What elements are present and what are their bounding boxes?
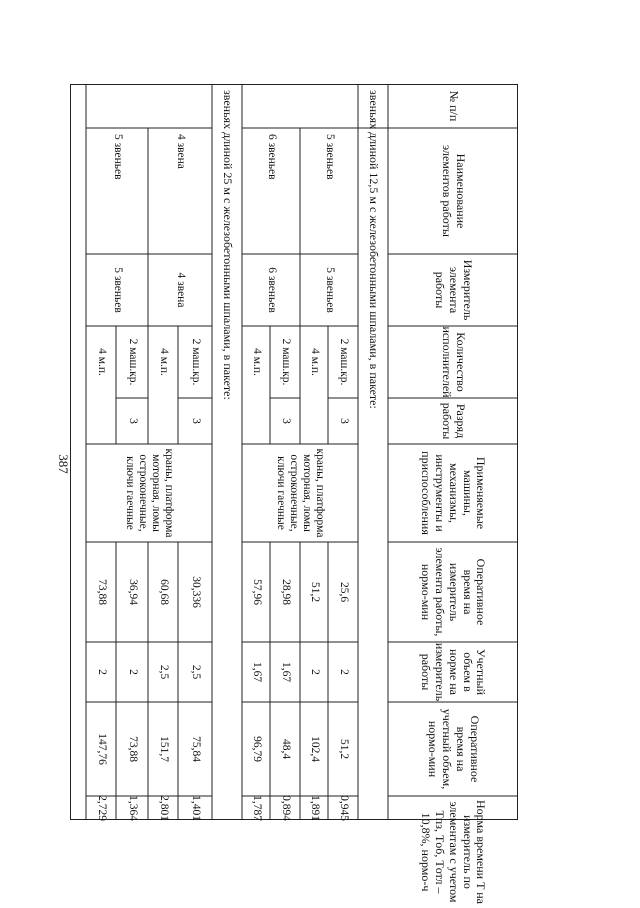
row-op-time: 60,68	[157, 579, 170, 605]
row-grade: 3	[126, 418, 139, 424]
row-name: 4 звена	[174, 134, 187, 169]
row-workers: 2 маш.кр.	[337, 338, 350, 386]
row-meter: 5 звеньев	[323, 267, 336, 313]
header-name: Наименование элементов работы	[440, 145, 468, 237]
row-norm: 1,401	[189, 795, 202, 821]
row-grade: 3	[279, 418, 292, 424]
row-norm: 2,729	[95, 795, 108, 821]
row-grade: 3	[337, 418, 350, 424]
header-num: № п/п	[446, 90, 461, 122]
row-volume: 2,5	[157, 664, 170, 680]
row-op-volume: 73,88	[126, 736, 139, 762]
section-title-25m: звеньях длиной 25 м с железобетонными шпалами, в пакете:	[220, 90, 235, 400]
row-machines: краны, платформа моторная, ломы остроконечные, ключи гаечные	[274, 448, 327, 538]
row-volume: 2	[126, 669, 139, 675]
header-workers: Количество исполнителей	[440, 326, 468, 398]
row-workers: 4 м.п.	[157, 348, 170, 376]
row-name: 6 звеньев	[265, 134, 278, 180]
row-norm: 1,364	[126, 795, 139, 821]
row-volume: 2,5	[189, 664, 202, 680]
row-workers: 2 маш.кр.	[126, 338, 139, 386]
page-number: 387	[55, 454, 71, 474]
row-volume: 1,67	[279, 661, 292, 683]
header-norm: Норма времени T на измеритель по элементам с учетом Tпз, Tоб, Tотл – 10,8%, нормо-ч	[419, 800, 489, 904]
row-op-volume: 51,2	[337, 738, 350, 760]
row-norm: 1,891	[308, 795, 321, 821]
row-op-volume: 147,76	[95, 733, 108, 765]
norm-table	[70, 84, 518, 904]
row-volume: 1,67	[250, 661, 263, 683]
row-op-volume: 151,7	[157, 736, 170, 762]
row-workers: 2 маш.кр.	[279, 338, 292, 386]
row-volume: 2	[337, 669, 350, 675]
row-norm: 0,945	[337, 795, 350, 821]
section-title-12-5m: звеньях длиной 12,5 м с железобетонными шпалами, в пакете:	[366, 90, 381, 409]
row-op-time: 30,336	[189, 576, 202, 608]
row-volume: 2	[95, 669, 108, 675]
row-workers: 2 маш.кр.	[189, 338, 202, 386]
row-op-time: 25,6	[337, 581, 350, 603]
row-op-time: 28,98	[279, 579, 292, 605]
row-meter: 6 звеньев	[265, 267, 278, 313]
row-op-time: 51,2	[308, 581, 321, 603]
row-op-time: 36,94	[126, 579, 139, 605]
header-machines: Применяемые машины, механизмы, инструменты и приспособления	[419, 451, 489, 535]
row-op-time: 57,96	[250, 579, 263, 605]
row-op-volume: 75,84	[189, 736, 202, 762]
row-volume: 2	[308, 669, 321, 675]
row-op-volume: 102,4	[308, 736, 321, 762]
row-op-time: 73,88	[95, 579, 108, 605]
header-grade: Разряд работы	[440, 402, 468, 440]
row-name: 5 звеньев	[323, 134, 336, 180]
row-meter: 5 звеньев	[111, 267, 124, 313]
row-meter: 4 звена	[174, 272, 187, 308]
header-op-time-meter: Оперативное время на измеритель элемента работы, нормо-мин	[419, 547, 489, 637]
row-norm: 1,787	[250, 795, 263, 821]
table-content	[70, 84, 518, 904]
row-op-volume: 96,79	[250, 736, 263, 762]
row-name: 5 звеньев	[111, 134, 124, 180]
row-workers: 4 м.п.	[308, 348, 321, 376]
header-op-time-volume: Оперативное время на учетный объем, нормо-мин	[426, 708, 482, 790]
row-norm: 2,801	[157, 795, 170, 821]
row-machines: краны, платформа моторная, ломы остроконечные, ключи гаечные	[123, 448, 176, 538]
row-norm: 0,894	[279, 795, 292, 821]
row-workers: 4 м.п.	[95, 348, 108, 376]
header-volume: Учетный объем в норме на измеритель работы	[419, 642, 489, 702]
row-workers: 4 м.п.	[250, 348, 263, 376]
header-meter: Измеритель элемента работы	[433, 259, 475, 321]
row-grade: 3	[189, 418, 202, 424]
row-op-volume: 48,4	[279, 738, 292, 760]
